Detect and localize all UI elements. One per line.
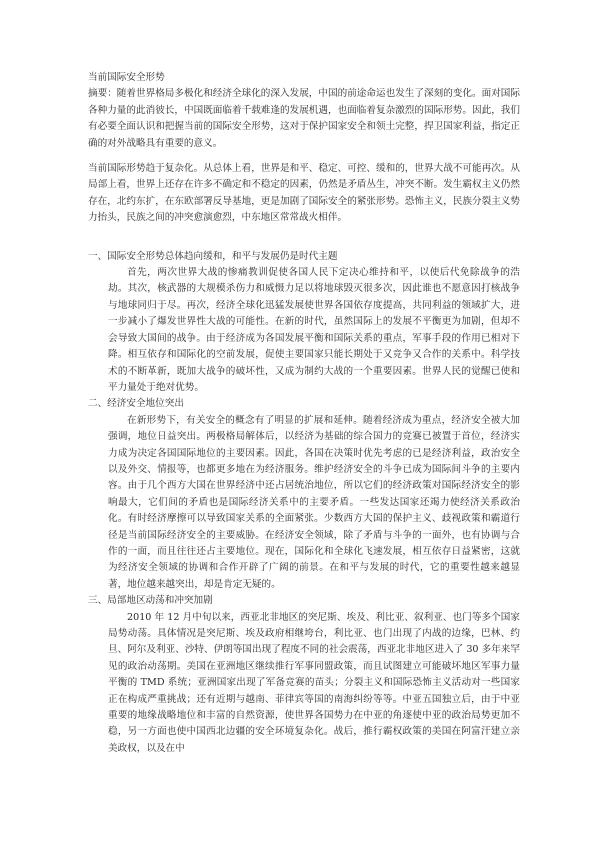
spacer [88, 152, 520, 161]
document-page [88, 70, 520, 757]
section-peace-development [88, 249, 520, 397]
section-heading: 三、局部地区动荡和冲突加剧 [88, 595, 213, 607]
section-paragraph: 2010 年 12 月中旬以来，西亚北非地区的突尼斯、埃及、利比亚、叙利亚、也门等多个国家局势动荡。具体情况是突尼斯、埃及政府相继垮台，利比亚、也门出现了内战的边缘，巴林、约旦、阿尔及利亚、沙特、伊朗等国出现了程度不同的社会震荡，西亚北非地区进入了 30 多年来罕见的政治动荡期。美国在亚洲地区继续推行军事同盟政策，而且试图建立可能破坏地区军事力量平衡的 TMD 系统；亚洲国家出现了军备竞赛的苗头；分裂主义和国际恐怖主义活动对一些国家正在构成严重挑战；还有近期与越南、菲律宾等国的南海纠纷等等。中亚五国独立后，由于中亚重要的地缘战略地位和丰富的自然资源，使世界各国势力在中亚的角逐使中亚的政治局势更加不稳，另一方面也使中国西北边疆的安全环境复杂化。战后，推行霸权政策的美国在阿富汗建立亲美政权，以及在中 [108, 611, 520, 754]
section-paragraph: 在新形势下，有关安全的概念有了明显的扩展和延伸。随着经济成为重点，经济安全被大加强调，地位日益突出。两极格局解体后，以经济为基础的综合国力的竞赛已被置于首位，经济实力成为决定各国国际地位的主要因素。因此，各国在决策时优先考虑的已是经济利益，政治安全以及外交、情报等，也都更多地在为经济服务。维护经济安全的斗争已成为国际间斗争的主要内容。由于几个西方大国在世界经济中还占居统治地位，所以它们的经济政策对国际经济安全的影响最大，它们间的矛盾也是国际经济关系中的主要矛盾。一些发达国家还竭力使经济关系政治化。有时经济摩擦可以导致国家关系的全面紧张。少数西方大国的保护主义、歧视政策和霸道行径是当前国际经济安全的主要威胁。在经济安全领域，除了矛盾与斗争的一面外，也有协调与合作的一面，而且往往还占主要地位。现在，国际化和全球化飞速发展，相互依存日益紧密，这就为经济安全领域的协调和合作开辟了广阔的前景。在和平与发展的时代，它的重要性越来越显著，地位越来越突出，却是肯定无疑的。 [108, 414, 520, 590]
intro-paragraph: 当前国际形势趋于复杂化。从总体上看，世界是和平、稳定、可控、缓和的，世界大战不可能再次。从局部上看，世界上还存在许多不确定和不稳定的因素，仍然是矛盾丛生，冲突不断。发生霸权主义仍然存在，北约东扩，在东欧部署反导基地，更是加剧了国际安全的紧张形势。恐怖主义，民族分裂主义势力抬头，民族之间的冲突愈演愈烈，中东地区常常战火相伴。 [88, 163, 520, 224]
section-heading: 二、经济安全地位突出 [88, 398, 184, 410]
document-title: 当前国际安全形势 [88, 72, 165, 83]
section-economic-security [88, 396, 520, 593]
abstract-paragraph: 摘要：随着世界格局多极化和经济全球化的深入发展，中国的前途命运也发生了深刻的变化。面对国际各种力量的此消彼长，中国既面临着千载难逢的发展机遇，也面临着复杂激烈的国际形势。因此，我们有必要全面认识和把握当前的国际安全形势，这对于保护国家安全和领土完整，捍卫国家利益，指定正确的对外战略具有重要的意义。 [88, 88, 520, 149]
section-regional-conflicts [88, 593, 520, 757]
section-heading: 一、国际安全形势总体趋向缓和，和平与发展仍是时代主题 [88, 250, 338, 262]
spacer [88, 227, 520, 249]
section-paragraph: 首先，两次世界大战的惨痛教训促使各国人民下定决心维持和平，以使后代免除战争的浩劫。其次，核武器的大规模杀伤力和威慑力足以将地球毁灭很多次，因此谁也不愿意因打核战争与地球同归于尽。再次，经济全球化迅猛发展使世界各国依存度提高，共同利益的领域扩大，进一步减小了爆发世界性大战的可能性。在新的时代，虽然国际上的发展不平衡更为加剧，但却不会导致大国间的战争。由于经济成为各国发展平衡和国际关系的重点，军事手段的作用已相对下降。相互依存和国际化的空前发展，促使主要国家只能长期处于又竞争又合作的关系中。科学技术的不断革新，既加大战争的破坏性，又成为制约大战的一个重要因素。世界人民的觉醒已使和平力量处于绝对优势。 [108, 267, 520, 393]
